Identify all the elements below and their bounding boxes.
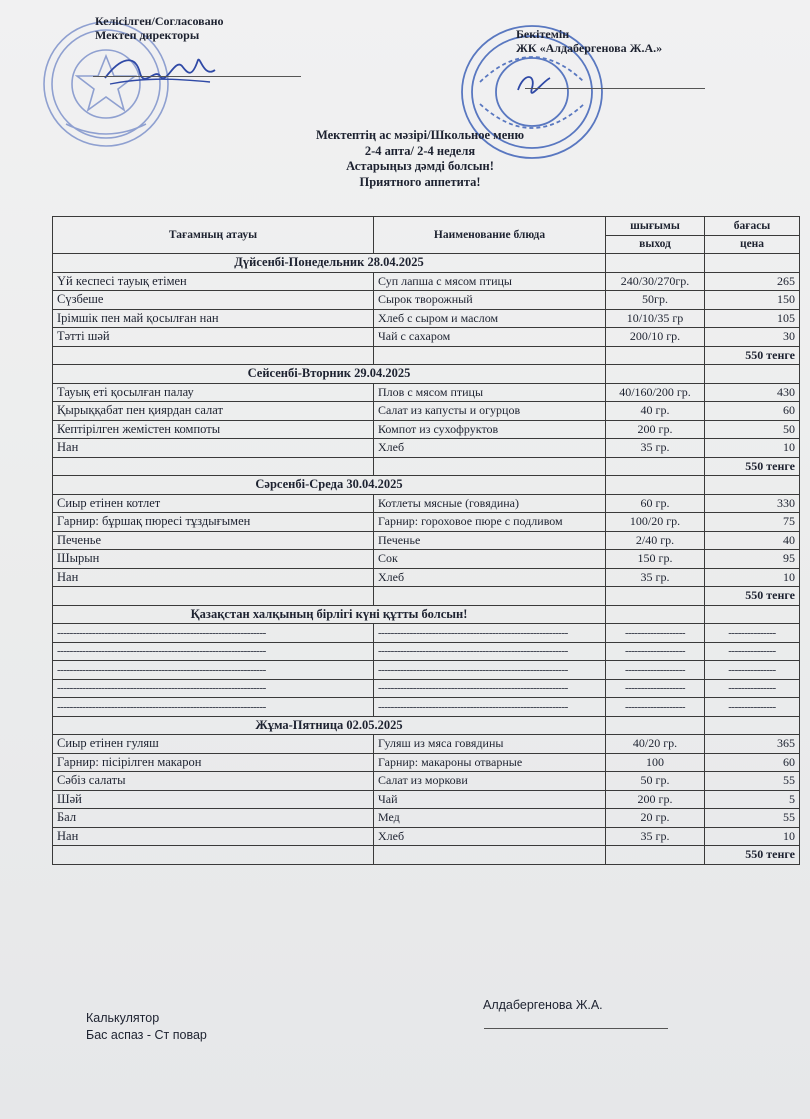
approval-right-title: Бекітемін <box>516 27 570 41</box>
dash-price: --------------- <box>705 698 800 717</box>
header-dish-ru: Наименование блюда <box>374 217 606 254</box>
total-row <box>53 346 800 365</box>
table-row <box>53 291 800 310</box>
dish-kz: Сүзбеше <box>53 291 374 310</box>
dish-price: 265 <box>705 272 800 291</box>
table-row <box>53 309 800 328</box>
dish-kz: Тәтті шәй <box>53 328 374 347</box>
dish-kz: Гарнир: бұршақ пюресі тұздығымен <box>53 513 374 532</box>
table-row <box>53 531 800 550</box>
dish-yield: 2/40 гр. <box>606 531 705 550</box>
table-row <box>53 494 800 513</box>
placeholder-row <box>53 624 800 643</box>
dash-price: --------------- <box>705 642 800 661</box>
dash-ru: ------------------------------------------------------------ <box>374 661 606 680</box>
table-row <box>53 402 800 421</box>
header-yield-ru: выход <box>606 235 705 254</box>
dish-price: 60 <box>705 402 800 421</box>
day-total: 550 тенге <box>705 346 800 365</box>
dish-kz: Кептірілген жемістен компоты <box>53 420 374 439</box>
dish-price: 40 <box>705 531 800 550</box>
dish-kz: Сиыр етінен котлет <box>53 494 374 513</box>
dish-price: 10 <box>705 568 800 587</box>
dash-yield: ------------------- <box>606 698 705 717</box>
dish-price: 55 <box>705 772 800 791</box>
day-name: Сәрсенбі-Среда 30.04.2025 <box>53 476 606 495</box>
day-name: Жұма-Пятница 02.05.2025 <box>53 716 606 735</box>
dish-price: 60 <box>705 753 800 772</box>
total-row <box>53 846 800 865</box>
dish-ru: Салат из моркови <box>374 772 606 791</box>
dish-price: 105 <box>705 309 800 328</box>
dish-ru: Гарнир: гороховое пюре с подливом <box>374 513 606 532</box>
dash-ru: ------------------------------------------------------------ <box>374 698 606 717</box>
dash-kz: ------------------------------------------------------------------ <box>53 698 374 717</box>
footer-role-chef: Бас аспаз - Ст повар <box>86 1028 207 1042</box>
dish-price: 5 <box>705 790 800 809</box>
total-row <box>53 587 800 606</box>
dish-kz: Печенье <box>53 531 374 550</box>
table-row <box>53 790 800 809</box>
dish-yield: 60 гр. <box>606 494 705 513</box>
dish-ru: Компот из сухофруктов <box>374 420 606 439</box>
table-row <box>53 383 800 402</box>
table-row <box>53 328 800 347</box>
dish-kz: Қырыққабат пен қиярдан салат <box>53 402 374 421</box>
dash-yield: ------------------- <box>606 642 705 661</box>
table-row <box>53 272 800 291</box>
dish-yield: 200 гр. <box>606 790 705 809</box>
table-row <box>53 809 800 828</box>
dish-ru: Плов с мясом птицы <box>374 383 606 402</box>
day-row <box>53 716 800 735</box>
placeholder-row <box>53 698 800 717</box>
wish-kz: Астарыңыз дәмді болсын! <box>346 159 494 173</box>
table-row <box>53 513 800 532</box>
dish-yield: 100/20 гр. <box>606 513 705 532</box>
placeholder-row <box>53 661 800 680</box>
dash-ru: ------------------------------------------------------------ <box>374 679 606 698</box>
dish-yield: 200/10 гр. <box>606 328 705 347</box>
wish-ru: Приятного аппетита! <box>359 174 481 189</box>
header-yield-kz: шығымы <box>606 217 705 236</box>
menu-title: Мектептің ас мәзірі/Школьное меню <box>315 128 524 142</box>
day-total: 550 тенге <box>705 846 800 865</box>
footer-signature-line <box>484 1028 668 1029</box>
dish-price: 30 <box>705 328 800 347</box>
day-total: 550 тенге <box>705 457 800 476</box>
dish-ru: Чай с сахаром <box>374 328 606 347</box>
holiday-row <box>53 605 800 624</box>
table-row <box>53 439 800 458</box>
dish-price: 50 <box>705 420 800 439</box>
footer-roles <box>86 1010 207 1044</box>
dish-price: 430 <box>705 383 800 402</box>
dish-price: 95 <box>705 550 800 569</box>
holiday-name: Қазақстан халқының бірлігі күні құтты болсын! <box>53 605 606 624</box>
director-signature <box>100 48 220 98</box>
day-total: 550 тенге <box>705 587 800 606</box>
dish-yield: 40/20 гр. <box>606 735 705 754</box>
dish-yield: 50 гр. <box>606 772 705 791</box>
dish-kz: Сәбіз салаты <box>53 772 374 791</box>
table-row <box>53 827 800 846</box>
dash-ru: ------------------------------------------------------------ <box>374 624 606 643</box>
header-price-kz: бағасы <box>705 217 800 236</box>
dish-kz: Бал <box>53 809 374 828</box>
dish-ru: Гарнир: макароны отварные <box>374 753 606 772</box>
day-row <box>53 254 800 273</box>
dish-yield: 35 гр. <box>606 439 705 458</box>
dish-ru: Чай <box>374 790 606 809</box>
dish-kz: Гарнир: пісірілген макарон <box>53 753 374 772</box>
table-row <box>53 735 800 754</box>
menu-week: 2-4 апта/ 2-4 неделя <box>364 143 476 158</box>
total-row <box>53 457 800 476</box>
approval-right-org: ЖК «Алдабергенова Ж.А.» <box>516 41 663 55</box>
day-name: Сейсенбі-Вторник 29.04.2025 <box>53 365 606 384</box>
menu-table <box>52 216 800 865</box>
dish-price: 150 <box>705 291 800 310</box>
dish-kz: Ірімшік пен май қосылған нан <box>53 309 374 328</box>
header-price-ru: цена <box>705 235 800 254</box>
dish-yield: 40/160/200 гр. <box>606 383 705 402</box>
dash-kz: ------------------------------------------------------------------ <box>53 661 374 680</box>
dish-yield: 20 гр. <box>606 809 705 828</box>
dish-kz: Тауық еті қосылған палау <box>53 383 374 402</box>
dish-yield: 50гр. <box>606 291 705 310</box>
dish-kz: Үй кеспесі тауық етімен <box>53 272 374 291</box>
dish-kz: Шырын <box>53 550 374 569</box>
dish-price: 330 <box>705 494 800 513</box>
table-row <box>53 550 800 569</box>
dish-yield: 240/30/270гр. <box>606 272 705 291</box>
dish-ru: Хлеб <box>374 439 606 458</box>
dash-yield: ------------------- <box>606 624 705 643</box>
dish-yield: 35 гр. <box>606 827 705 846</box>
dish-yield: 100 <box>606 753 705 772</box>
dish-ru: Гуляш из мяса говядины <box>374 735 606 754</box>
dish-kz: Нан <box>53 439 374 458</box>
day-row <box>53 476 800 495</box>
approval-left-role: Мектеп директоры <box>95 28 200 42</box>
placeholder-row <box>53 679 800 698</box>
dish-yield: 35 гр. <box>606 568 705 587</box>
dish-ru: Хлеб <box>374 568 606 587</box>
dish-ru: Мед <box>374 809 606 828</box>
dash-kz: ------------------------------------------------------------------ <box>53 624 374 643</box>
dish-ru: Котлеты мясные (говядина) <box>374 494 606 513</box>
table-header-row <box>53 217 800 236</box>
dish-ru: Хлеб с сыром и маслом <box>374 309 606 328</box>
dish-kz: Шәй <box>53 790 374 809</box>
dash-kz: ------------------------------------------------------------------ <box>53 679 374 698</box>
dish-price: 55 <box>705 809 800 828</box>
table-row <box>53 568 800 587</box>
placeholder-row <box>53 642 800 661</box>
dash-yield: ------------------- <box>606 679 705 698</box>
dish-kz: Нан <box>53 827 374 846</box>
table-row <box>53 772 800 791</box>
table-row <box>53 753 800 772</box>
dish-ru: Хлеб <box>374 827 606 846</box>
dish-yield: 200 гр. <box>606 420 705 439</box>
dish-kz: Сиыр етінен гуляш <box>53 735 374 754</box>
dish-kz: Нан <box>53 568 374 587</box>
dish-ru: Сок <box>374 550 606 569</box>
dash-ru: ------------------------------------------------------------ <box>374 642 606 661</box>
dish-yield: 10/10/35 гр <box>606 309 705 328</box>
dash-price: --------------- <box>705 661 800 680</box>
day-row <box>53 365 800 384</box>
dish-yield: 40 гр. <box>606 402 705 421</box>
dish-price: 365 <box>705 735 800 754</box>
dish-ru: Суп лапша с мясом птицы <box>374 272 606 291</box>
dish-ru: Сырок творожный <box>374 291 606 310</box>
footer-role-calculator: Калькулятор <box>86 1011 160 1025</box>
dish-ru: Печенье <box>374 531 606 550</box>
dash-price: --------------- <box>705 679 800 698</box>
left-signature-line <box>93 76 301 77</box>
table-row <box>53 420 800 439</box>
dish-yield: 150 гр. <box>606 550 705 569</box>
dish-price: 10 <box>705 827 800 846</box>
right-signature-line <box>525 88 705 89</box>
day-name: Дүйсенбі-Понедельник 28.04.2025 <box>53 254 606 273</box>
dish-ru: Салат из капусты и огурцов <box>374 402 606 421</box>
dash-kz: ------------------------------------------------------------------ <box>53 642 374 661</box>
dish-price: 75 <box>705 513 800 532</box>
menu-heading <box>230 128 610 190</box>
dash-yield: ------------------- <box>606 661 705 680</box>
signer-name: Алдабергенова Ж.А. <box>483 998 603 1012</box>
dash-price: --------------- <box>705 624 800 643</box>
header-dish-kz: Тағамның атауы <box>53 217 374 254</box>
approval-left-title: Келісілген/Согласовано <box>95 14 224 28</box>
dish-price: 10 <box>705 439 800 458</box>
